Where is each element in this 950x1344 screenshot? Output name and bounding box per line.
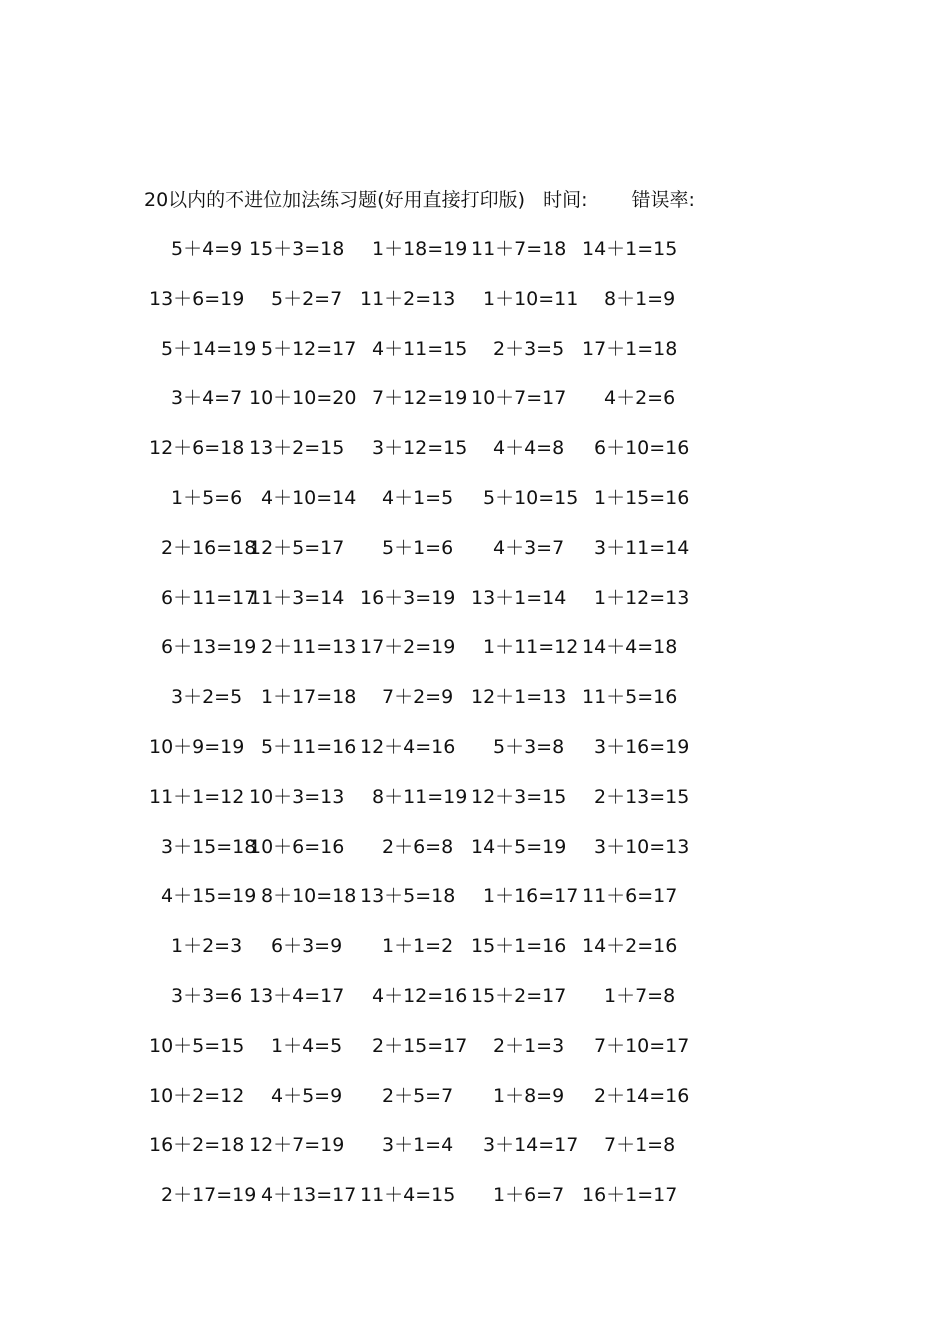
worksheet-header <box>144 186 695 214</box>
addition-problem: 4＋12=16 <box>372 984 468 1007</box>
addition-problem: 8＋10=18 <box>261 885 357 908</box>
addition-problem: 5＋2=7 <box>271 287 343 310</box>
addition-problem: 1＋1=2 <box>382 935 454 958</box>
addition-problem: 3＋2=5 <box>171 686 243 709</box>
addition-problem: 4＋4=8 <box>493 437 565 460</box>
addition-problem: 11＋1=12 <box>149 785 245 808</box>
addition-problem: 10＋10=20 <box>249 387 357 410</box>
addition-problem: 5＋4=9 <box>171 238 243 260</box>
addition-problem: 2＋6=8 <box>382 835 454 858</box>
addition-problem: 1＋15=16 <box>594 486 690 509</box>
addition-problem: 1＋11=12 <box>483 636 579 659</box>
addition-problem: 1＋7=8 <box>604 984 676 1007</box>
addition-problem: 13＋5=18 <box>360 885 456 908</box>
addition-problem: 3＋14=17 <box>483 1134 579 1157</box>
addition-problem: 2＋15=17 <box>372 1034 468 1057</box>
addition-problem: 3＋4=7 <box>171 387 243 410</box>
addition-problem: 4＋13=17 <box>261 1184 357 1207</box>
addition-problem: 5＋10=15 <box>483 486 579 509</box>
addition-problem: 12＋3=15 <box>471 785 567 808</box>
addition-problem: 5＋1=6 <box>382 536 454 559</box>
addition-problem: 10＋5=15 <box>149 1034 245 1057</box>
addition-problem: 12＋4=16 <box>360 735 456 758</box>
addition-problem: 7＋2=9 <box>382 686 454 709</box>
addition-problem: 4＋3=7 <box>493 536 565 559</box>
addition-problem: 4＋11=15 <box>372 337 468 360</box>
addition-problem: 11＋4=15 <box>360 1184 456 1207</box>
addition-problem: 4＋2=6 <box>604 387 676 410</box>
addition-problem: 14＋4=18 <box>582 636 678 659</box>
worksheet-title: 20以内的不进位加法练习题(好用直接打印版) <box>144 189 526 211</box>
addition-problem: 1＋2=3 <box>171 935 243 958</box>
addition-problem: 2＋17=19 <box>161 1184 257 1207</box>
addition-problem: 2＋13=15 <box>594 785 690 808</box>
addition-problem: 5＋3=8 <box>493 735 565 758</box>
addition-problem: 14＋1=15 <box>582 238 678 260</box>
addition-problem: 13＋1=14 <box>471 586 567 609</box>
addition-problem: 7＋1=8 <box>604 1134 676 1157</box>
addition-problem: 11＋2=13 <box>360 287 456 310</box>
addition-problem: 1＋4=5 <box>271 1034 343 1057</box>
addition-problem: 14＋5=19 <box>471 835 567 858</box>
addition-problem: 16＋3=19 <box>360 586 456 609</box>
addition-problem: 2＋3=5 <box>493 337 565 360</box>
addition-problem: 3＋10=13 <box>594 835 690 858</box>
addition-problem: 15＋2=17 <box>471 984 567 1007</box>
addition-problem: 11＋3=14 <box>249 586 345 609</box>
addition-problem: 2＋14=16 <box>594 1084 690 1107</box>
addition-problem: 1＋8=9 <box>493 1084 565 1107</box>
addition-problem: 1＋16=17 <box>483 885 579 908</box>
addition-problem: 13＋4=17 <box>249 984 345 1007</box>
addition-problem: 15＋1=16 <box>471 935 567 958</box>
error-rate-label: 错误率: <box>631 189 695 211</box>
addition-problem: 3＋16=19 <box>594 735 690 758</box>
addition-problem: 2＋16=18 <box>161 536 257 559</box>
addition-problem: 14＋2=16 <box>582 935 678 958</box>
addition-problem: 5＋14=19 <box>161 337 257 360</box>
addition-problem: 13＋2=15 <box>249 437 345 460</box>
addition-problem: 12＋5=17 <box>249 536 345 559</box>
addition-problem: 11＋6=17 <box>582 885 678 908</box>
addition-problem: 4＋15=19 <box>161 885 257 908</box>
addition-problem: 16＋2=18 <box>149 1134 245 1157</box>
addition-problem: 3＋15=18 <box>161 835 257 858</box>
addition-problem: 7＋10=17 <box>594 1034 690 1057</box>
addition-problem: 3＋12=15 <box>372 437 468 460</box>
addition-problem: 15＋3=18 <box>249 238 345 260</box>
addition-problem: 2＋1=3 <box>493 1034 565 1057</box>
addition-problem: 17＋1=18 <box>582 337 678 360</box>
addition-problem: 8＋11=19 <box>372 785 468 808</box>
addition-problem: 5＋12=17 <box>261 337 357 360</box>
addition-problem: 6＋10=16 <box>594 437 690 460</box>
addition-problem: 5＋11=16 <box>261 735 357 758</box>
addition-problem: 17＋2=19 <box>360 636 456 659</box>
addition-problem: 1＋17=18 <box>261 686 357 709</box>
addition-problem: 16＋1=17 <box>582 1184 678 1207</box>
time-label: 时间: <box>543 189 588 211</box>
addition-problem: 11＋7=18 <box>471 238 567 260</box>
addition-problem: 7＋12=19 <box>372 387 468 410</box>
addition-problem: 11＋5=16 <box>582 686 678 709</box>
addition-problem: 3＋3=6 <box>171 984 243 1007</box>
addition-problem: 6＋11=17 <box>161 586 257 609</box>
addition-problem: 12＋6=18 <box>149 437 245 460</box>
addition-problem: 4＋1=5 <box>382 486 454 509</box>
addition-problem: 1＋18=19 <box>372 238 468 260</box>
addition-problem: 3＋11=14 <box>594 536 690 559</box>
addition-problem: 2＋11=13 <box>261 636 357 659</box>
addition-problem: 12＋1=13 <box>471 686 567 709</box>
addition-problem: 10＋6=16 <box>249 835 345 858</box>
addition-problem: 1＋5=6 <box>171 486 243 509</box>
addition-problem: 10＋3=13 <box>249 785 345 808</box>
addition-problem: 8＋1=9 <box>604 287 676 310</box>
addition-problem: 1＋10=11 <box>483 287 579 310</box>
addition-problem: 1＋6=7 <box>493 1184 565 1207</box>
addition-problem: 4＋5=9 <box>271 1084 343 1107</box>
addition-problem: 1＋12=13 <box>594 586 690 609</box>
addition-problem: 4＋10=14 <box>261 486 357 509</box>
addition-problem: 10＋2=12 <box>149 1084 245 1107</box>
addition-problem: 13＋6=19 <box>149 287 245 310</box>
addition-problem: 2＋5=7 <box>382 1084 454 1107</box>
addition-problem: 6＋3=9 <box>271 935 343 958</box>
addition-problem: 10＋7=17 <box>471 387 567 410</box>
addition-problem: 10＋9=19 <box>149 735 245 758</box>
addition-problem: 3＋1=4 <box>382 1134 454 1157</box>
addition-problem: 6＋13=19 <box>161 636 257 659</box>
addition-problem: 12＋7=19 <box>249 1134 345 1157</box>
